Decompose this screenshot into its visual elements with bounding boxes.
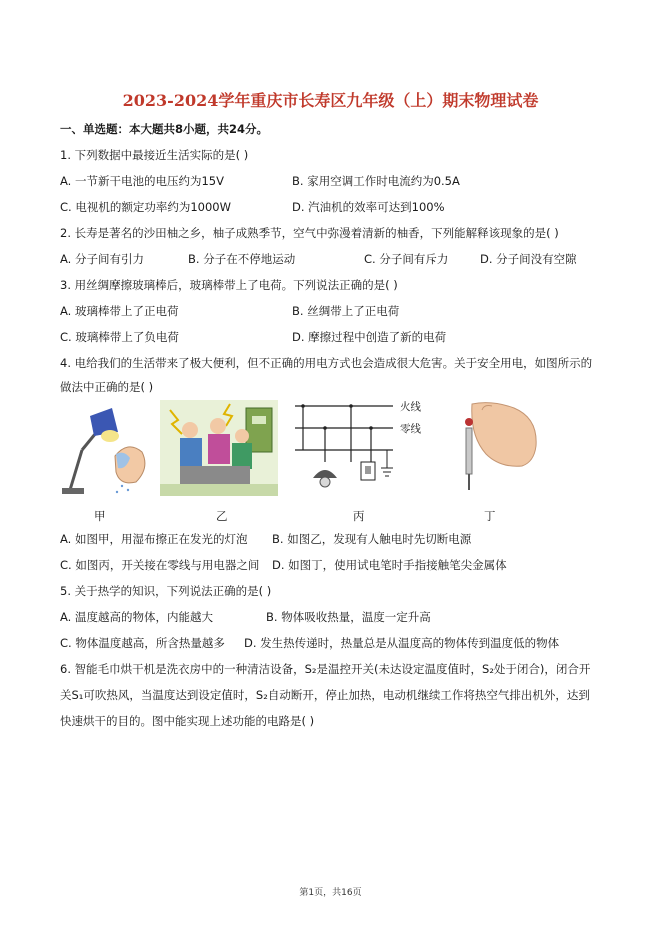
- question-3-option-d: D. 摩擦过程中创造了新的电荷: [292, 330, 447, 344]
- figure-jia-lamp-wet-cloth: [60, 400, 150, 496]
- wire-label-neutral: 零线: [400, 423, 421, 435]
- figure-label-ding: 丁: [484, 509, 496, 523]
- figure-bing-wiring-diagram: [295, 400, 440, 496]
- question-5-option-b: B. 物体吸收热量，温度一定升高: [266, 610, 431, 624]
- page-footer: 第1页，共16页: [299, 888, 362, 898]
- section-heading: 一、单选题：本大题共8小题，共24分。: [60, 122, 269, 136]
- question-1-stem: 1. 下列数据中最接近生活实际的是( ): [60, 148, 249, 162]
- question-4-option-b: B. 如图乙，发现有人触电时先切断电源: [272, 532, 472, 546]
- question-4-stem-line1: 4. 电给我们的生活带来了极大便利，但不正确的用电方式也会造成很大危害。关于安全用电，如图所示的: [60, 356, 593, 370]
- question-3-option-b: B. 丝绸带上了正电荷: [292, 304, 400, 318]
- question-2-stem: 2. 长寿是著名的沙田柚之乡，柚子成熟季节，空气中弥漫着清新的柚香，下列能解释该现象的是( ): [60, 226, 559, 240]
- exam-title: 2023-2024学年重庆市长寿区九年级（上）期末物理试卷: [122, 91, 539, 110]
- question-4-option-a: A. 如图甲，用湿布擦正在发光的灯泡: [60, 532, 248, 546]
- question-2-option-c: C. 分子间有斥力: [364, 252, 449, 266]
- question-6-line2: 关S₁可吹热风，当温度达到设定值时，S₂自动断开，停止加热，电动机继续工作将热空气排出机外，达到: [60, 688, 590, 702]
- wire-label-live: 火线: [400, 401, 421, 413]
- question-1-option-c: C. 电视机的额定功率约为1000W: [60, 200, 231, 214]
- question-2-option-a: A. 分子间有引力: [60, 252, 144, 266]
- question-3-option-c: C. 玻璃棒带上了负电荷: [60, 330, 179, 344]
- question-2-option-b: B. 分子在不停地运动: [188, 252, 296, 266]
- figure-label-bing: 丙: [353, 509, 365, 523]
- figure-ding-test-pen: [452, 400, 542, 496]
- question-1-option-d: D. 汽油机的效率可达到100%: [292, 200, 445, 214]
- question-1-option-b: B. 家用空调工作时电流约为0.5A: [292, 174, 460, 188]
- question-6-line3: 快速烘干的目的。图中能实现上述功能的电路是( ): [60, 714, 315, 728]
- question-5-option-d: D. 发生热传递时，热量总是从温度高的物体传到温度低的物体: [244, 636, 560, 650]
- figure-label-yi: 乙: [216, 509, 228, 523]
- question-4-option-c: C. 如图丙，开关接在零线与用电器之间: [60, 558, 260, 572]
- question-2-option-d: D. 分子间没有空隙: [480, 252, 577, 266]
- question-4-stem-line2: 做法中正确的是( ): [60, 380, 154, 394]
- question-4-option-d: D. 如图丁，使用试电笔时手指接触笔尖金属体: [272, 558, 507, 572]
- question-1-option-a: A. 一节新干电池的电压约为15V: [60, 174, 224, 188]
- question-3-stem: 3. 用丝绸摩擦玻璃棒后，玻璃棒带上了电荷。下列说法正确的是( ): [60, 278, 398, 292]
- question-5-option-a: A. 温度越高的物体，内能越大: [60, 610, 213, 624]
- figure-yi-electric-shock-rescue: [160, 400, 278, 496]
- question-5-option-c: C. 物体温度越高，所含热量越多: [60, 636, 225, 650]
- question-3-option-a: A. 玻璃棒带上了正电荷: [60, 304, 179, 318]
- figure-label-jia: 甲: [94, 509, 106, 523]
- question-5-stem: 5. 关于热学的知识，下列说法正确的是( ): [60, 584, 272, 598]
- question-6-line1: 6. 智能毛巾烘干机是洗衣房中的一种清洁设备，S₂是温控开关(未达设定温度值时，S₂处于闭合)，闭合开: [60, 662, 591, 676]
